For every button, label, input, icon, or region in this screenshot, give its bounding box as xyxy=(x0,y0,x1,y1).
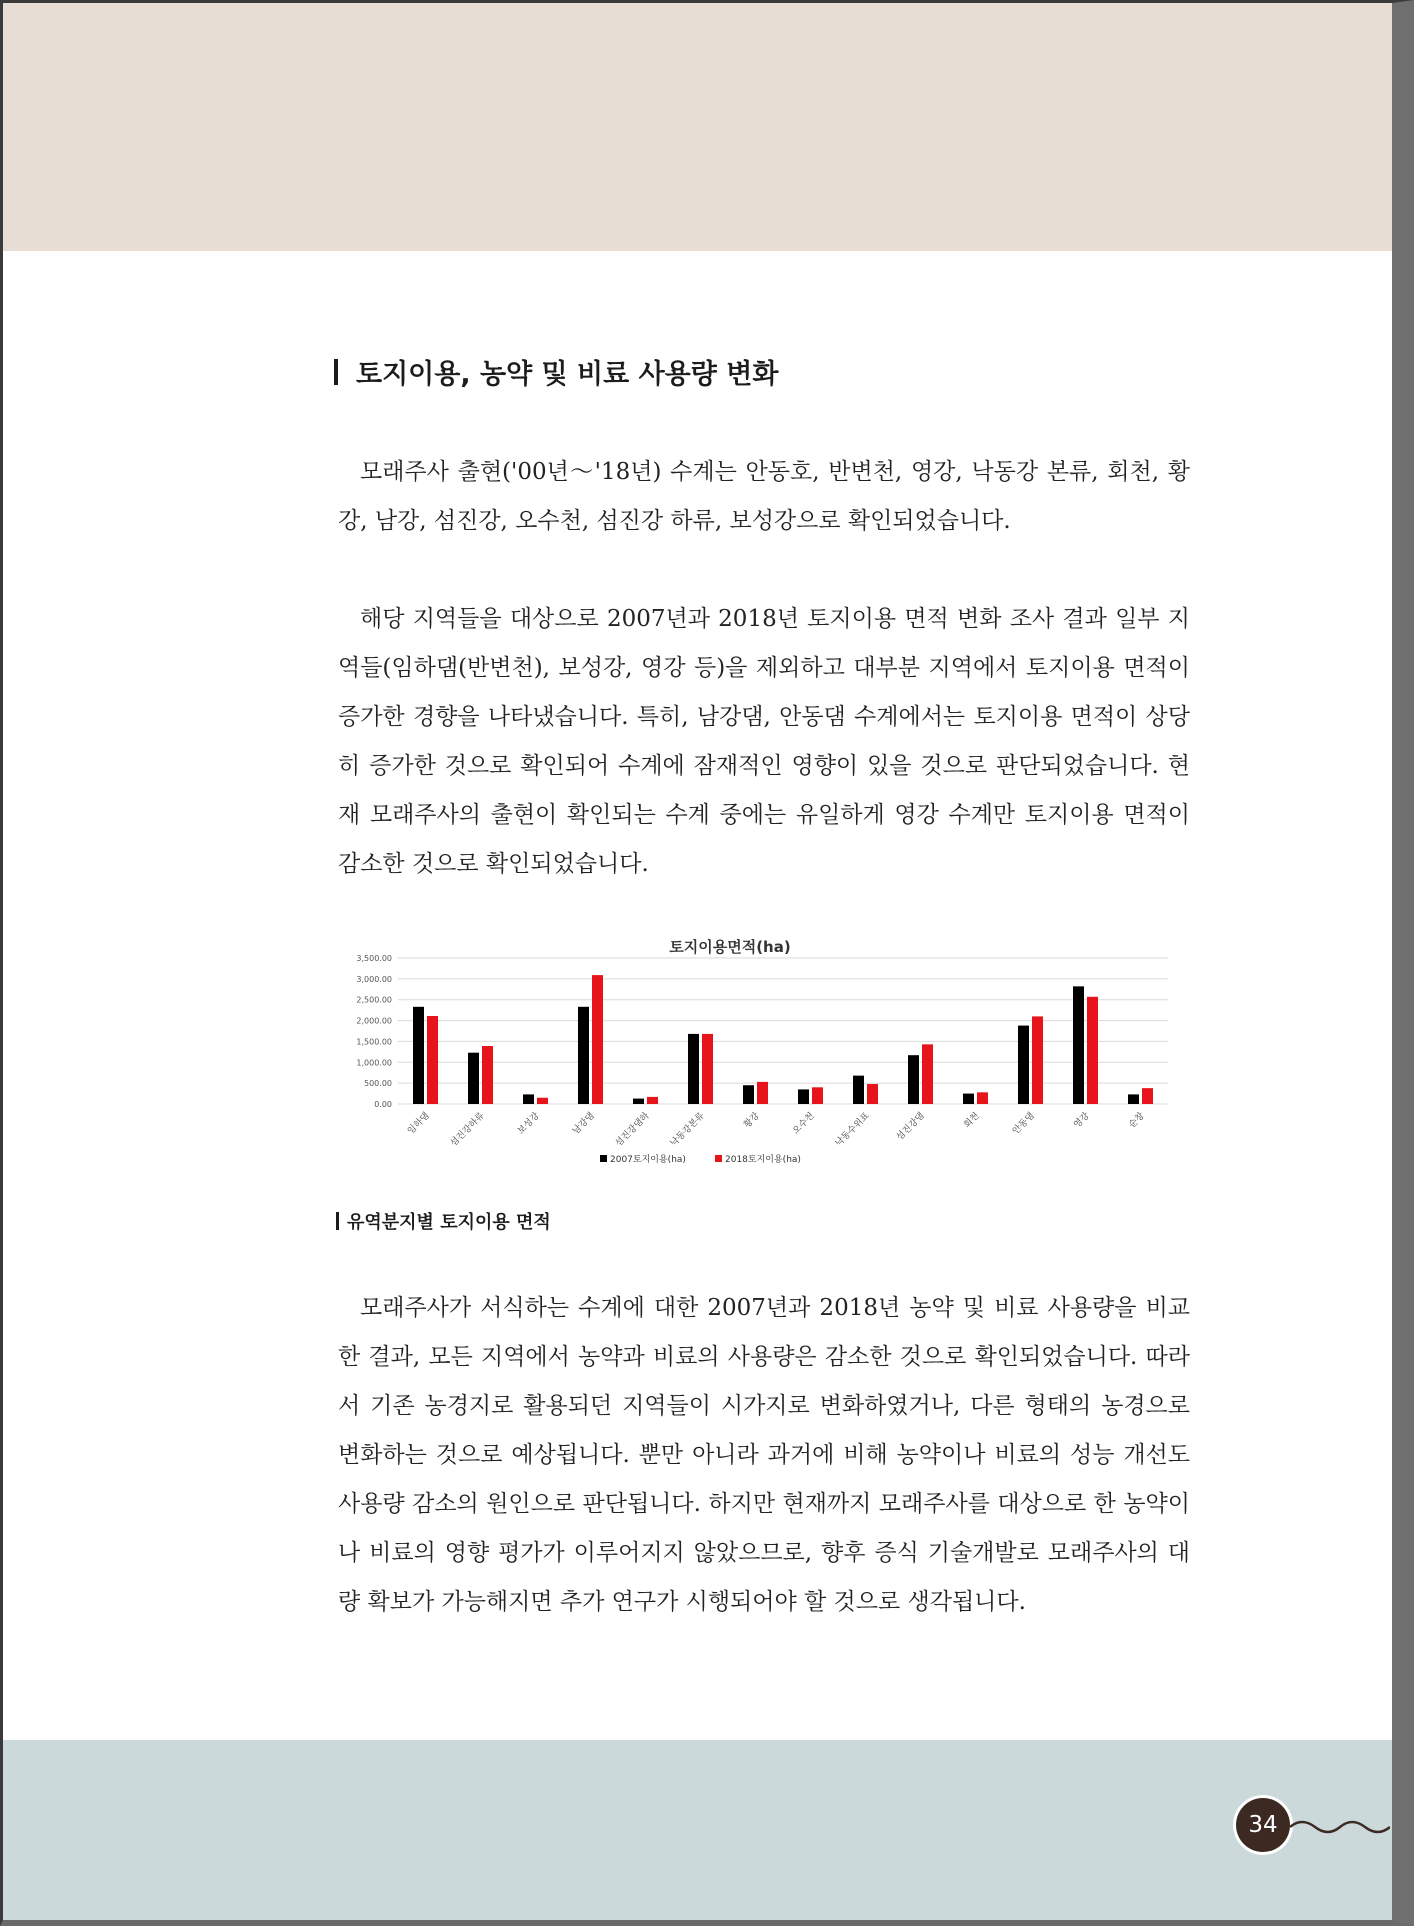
paragraph-1: 모래주사 출현('00년～'18년) 수계는 안동호, 반변천, 영강, 낙동강 본류, 회천, 황강, 남강, 섬진강, 오수천, 섬진강 하류, 보성강으로 확인되었습니다. xyxy=(338,459,1190,534)
chart-title: 토지이용면적(ha) xyxy=(669,938,791,956)
y-tick-label: 2,500.00 xyxy=(356,995,392,1005)
paragraph-2: 해당 지역들을 대상으로 2007년과 2018년 토지이용 면적 변화 조사 결과 일부 지역들(임하댐(반변천), 보성강, 영강 등)을 제외하고 대부분 지역에서 토지이용 면적이 증가한 경향을 나타냈습니다. 특히, 남강댐, 안동댐 수계에서는 토지이용 면적이 상당히 증가한 것으로 확인되어 수계에 잠재적인 영향이 있을 것으로 판단되었습니다. 현재 모래주사의 출현이 확인되는 수계 중에는 유일하게 영강 수계만 토지이용 면적이 감소한 것으로 확인되었습니다. xyxy=(338,606,1190,877)
paragraph-3: 모래주사가 서식하는 수계에 대한 2007년과 2018년 농약 및 비료 사용량을 비교한 결과, 모든 지역에서 농약과 비료의 사용량은 감소한 것으로 확인되었습니다. 따라서 기존 농경지로 활용되던 지역들이 시가지로 변화하였거나, 다른 형태의 농경으로 변화하는 것으로 예상됩니다. 뿐만 아니라 과거에 비해 농약이나 비료의 성능 개선도 사용량 감소의 원인으로 판단됩니다. 하지만 현재까지 모래주사를 대상으로 한 농약이나 비료의 영향 평가가 이루어지지 않았으므로, 향후 증식 기술개발로 모래주사의 대량 확보가 가능해지면 추가 연구가 시행되어야 할 것으로 생각됩니다. xyxy=(338,1295,1190,1615)
x-tick-label: 오수천 xyxy=(791,1111,817,1137)
x-tick-label: 황강 xyxy=(742,1111,762,1131)
section-title-text: 토지이용, 농약 및 비료 사용량 변화 xyxy=(356,359,779,390)
y-tick-label: 3,500.00 xyxy=(356,954,392,963)
x-tick-label: 순창 xyxy=(1127,1111,1147,1131)
x-tick-label: 회천 xyxy=(962,1111,982,1131)
y-tick-label: 2,000.00 xyxy=(356,1016,392,1026)
x-tick-label: 영강 xyxy=(1072,1111,1092,1131)
x-tick-label: 안동댐 xyxy=(1011,1111,1037,1137)
y-tick-label: 1,000.00 xyxy=(356,1058,392,1068)
x-tick-label: 섬진강댐 xyxy=(894,1111,927,1143)
x-tick-label: 낙동수위표 xyxy=(833,1111,872,1149)
page-number: 34 xyxy=(1236,1798,1290,1852)
y-tick-label: 0.00 xyxy=(374,1100,392,1109)
x-tick-label: 임하댐 xyxy=(406,1111,432,1137)
x-tick-label: 낙동강본류 xyxy=(668,1111,707,1149)
legend-label: 2018토지이용(ha) xyxy=(725,1155,801,1165)
y-tick-label: 1,500.00 xyxy=(356,1037,392,1047)
y-tick-label: 500.00 xyxy=(364,1079,392,1089)
legend-label: 2007토지이용(ha) xyxy=(610,1155,686,1165)
figure-caption-text: 유역분지별 토지이용 면적 xyxy=(347,1212,551,1233)
x-tick-label: 섬진강하류 xyxy=(448,1111,487,1149)
x-tick-label: 섬진강댐하 xyxy=(613,1111,652,1149)
x-tick-label: 보성강 xyxy=(516,1111,542,1137)
x-tick-label: 남강댐 xyxy=(571,1111,597,1137)
y-tick-label: 3,000.00 xyxy=(356,974,392,984)
